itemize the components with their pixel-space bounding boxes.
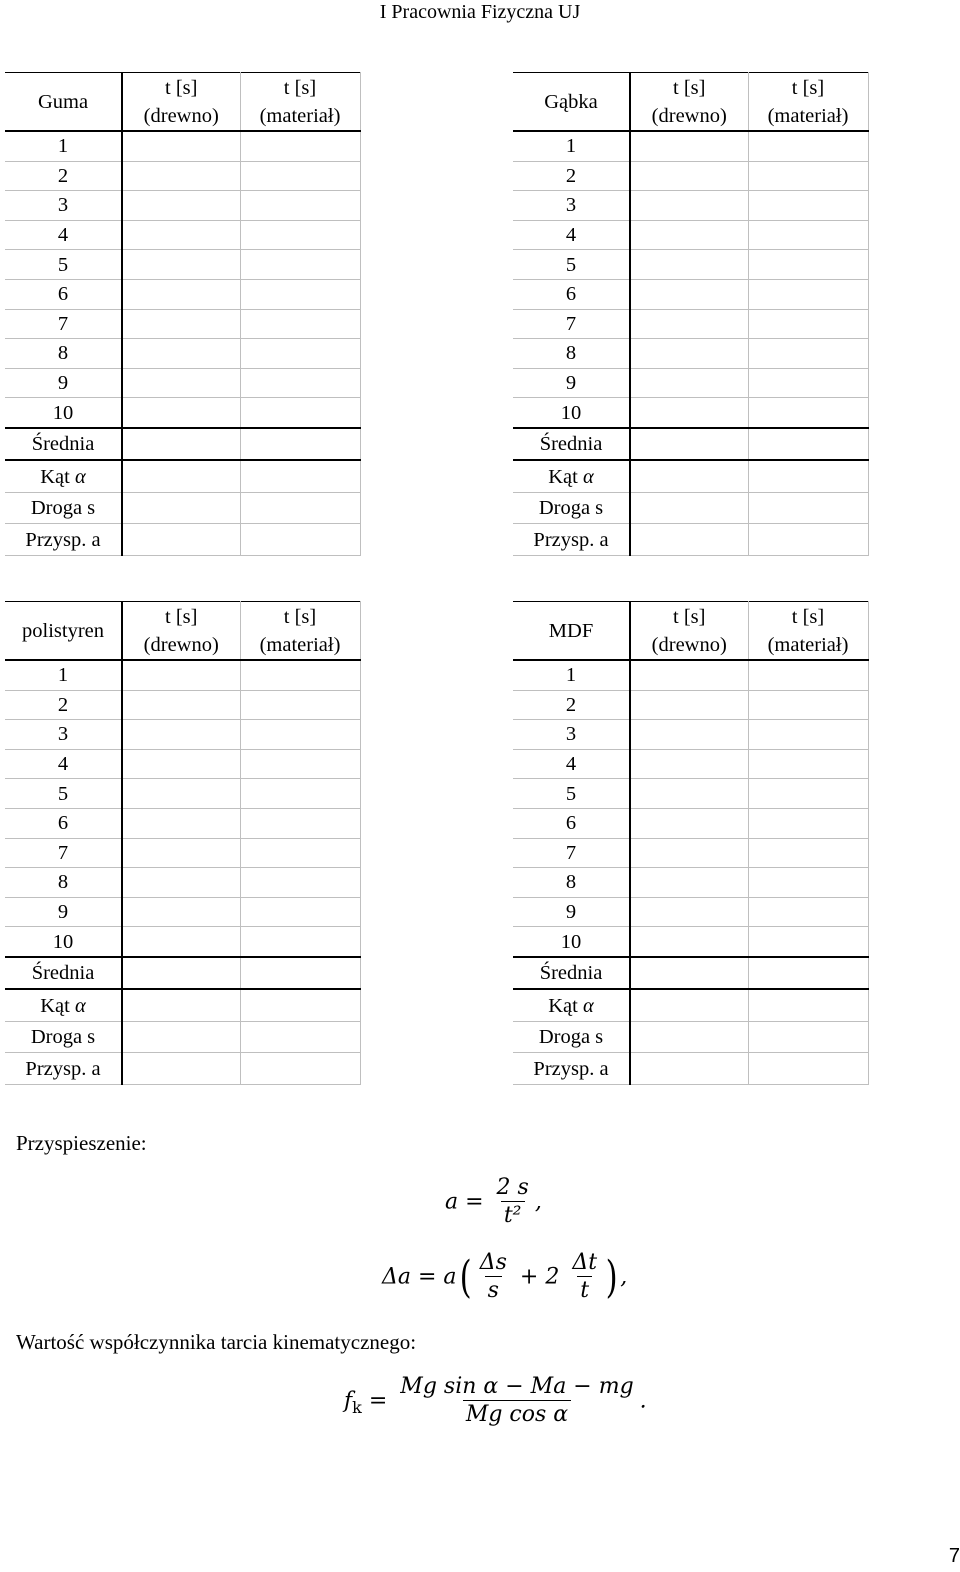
table-row (5, 220, 360, 250)
measurement-cell (748, 161, 868, 191)
measurement-cell (748, 868, 868, 898)
measurement-cell (630, 131, 748, 161)
measurement-cell (122, 1021, 240, 1053)
table-row (513, 398, 868, 428)
formula-da-lhs: Δa = a (382, 1264, 457, 1290)
table-row (5, 927, 360, 957)
formula-fk-denominator: Mg cos α (463, 1400, 571, 1429)
measurement-cell (240, 161, 360, 191)
row-label: 5 (5, 250, 122, 280)
table-row (513, 1053, 868, 1085)
table-row (5, 1053, 360, 1085)
measurement-cell (748, 989, 868, 1021)
measurement-cell (240, 989, 360, 1021)
measurement-cell (630, 1021, 748, 1053)
measurement-cell (748, 808, 868, 838)
formula-fk-numerator: Mg sin α − Ma − mg (400, 1374, 634, 1399)
table-row (5, 191, 360, 221)
measurement-cell (122, 309, 240, 339)
measurement-cell (748, 339, 868, 369)
measurement-cell (122, 131, 240, 161)
measurement-cell (630, 428, 748, 461)
measurement-cell (630, 957, 748, 990)
row-label: 9 (5, 897, 122, 927)
measurement-cell (630, 398, 748, 428)
table-row (5, 989, 360, 1021)
measurement-cell (122, 492, 240, 524)
measurement-cell (630, 989, 748, 1021)
measurement-cell (630, 838, 748, 868)
row-label: 7 (513, 309, 630, 339)
row-label: 2 (513, 690, 630, 720)
measurement-cell (240, 398, 360, 428)
formula-fk-sub: k (352, 1397, 362, 1417)
table-row (513, 161, 868, 191)
row-label-avg: Średnia (5, 428, 122, 461)
measurement-cell (748, 1053, 868, 1085)
angle-label: Kąt (548, 465, 583, 488)
table-row (5, 868, 360, 898)
measurement-cell (240, 339, 360, 369)
table-column-header (630, 602, 748, 661)
row-label: 7 (5, 838, 122, 868)
table-row (513, 428, 868, 461)
measurement-cell (122, 398, 240, 428)
row-label: 1 (5, 131, 122, 161)
table-row (513, 250, 868, 280)
measurement-table (5, 72, 361, 556)
measurement-cell (630, 161, 748, 191)
row-label: 6 (513, 808, 630, 838)
row-label-accel: Przysp. a (513, 524, 630, 556)
row-label: 10 (5, 927, 122, 957)
measurement-table (5, 601, 361, 1085)
row-label-angle (5, 989, 122, 1021)
row-label-angle (513, 460, 630, 492)
table-material-header: Gąbka (513, 73, 630, 132)
measurement-cell (748, 460, 868, 492)
column-header-surface: (drewno) (651, 633, 727, 656)
measurement-cell (748, 779, 868, 809)
table-column-header (240, 602, 360, 661)
measurement-cell (630, 720, 748, 750)
alpha-symbol: α (582, 994, 594, 1017)
table-row (513, 957, 868, 990)
measurement-cell (748, 1021, 868, 1053)
table-row (5, 309, 360, 339)
measurement-cell (748, 897, 868, 927)
table-row (5, 749, 360, 779)
measurement-cell (122, 250, 240, 280)
measurement-cell (240, 720, 360, 750)
angle-label: Kąt (40, 994, 75, 1017)
table-column-header (240, 73, 360, 132)
table-row (513, 749, 868, 779)
measurement-cell (240, 1021, 360, 1053)
measurement-cell (240, 690, 360, 720)
row-label: 9 (5, 368, 122, 398)
measurement-cell (748, 927, 868, 957)
formula-friction (344, 1374, 647, 1429)
row-label: 8 (513, 339, 630, 369)
measurement-cell (748, 250, 868, 280)
table-row (5, 398, 360, 428)
table-row (513, 720, 868, 750)
formula-da-frac1-num: Δs (479, 1250, 507, 1275)
table-row (513, 838, 868, 868)
measurement-cell (122, 749, 240, 779)
formula-delta-a: Δa = a( $\frac{\Delta s}{s}$ + 2 $\frac{\Delta t}{t}$ ) , (382, 1250, 628, 1303)
row-label: 2 (5, 161, 122, 191)
measurement-cell (122, 460, 240, 492)
alpha-symbol: α (74, 994, 86, 1017)
measurement-cell (748, 309, 868, 339)
measurement-cell (748, 690, 868, 720)
row-label: 10 (513, 398, 630, 428)
alpha-symbol: α (74, 465, 86, 488)
measurement-cell (122, 957, 240, 990)
measurement-cell (630, 460, 748, 492)
table-material-header: MDF (513, 602, 630, 661)
measurement-cell (748, 838, 868, 868)
formula-fk-end: . (639, 1388, 647, 1414)
row-label-accel: Przysp. a (5, 524, 122, 556)
measurement-cell (122, 897, 240, 927)
measurement-cell (748, 398, 868, 428)
measurement-cell (748, 191, 868, 221)
page-header: I Pracownia Fizyczna UJ (379, 1, 581, 23)
table-row (5, 957, 360, 990)
column-header-surface: (drewno) (651, 104, 727, 127)
table-row (5, 131, 360, 161)
column-header-unit: t [s] (673, 605, 706, 628)
formula-da-frac2-num: Δt (572, 1250, 598, 1275)
table-row (513, 131, 868, 161)
row-label: 8 (513, 868, 630, 898)
formula-acceleration (445, 1175, 542, 1230)
table-row (5, 690, 360, 720)
row-label: 10 (5, 398, 122, 428)
row-label-accel: Przysp. a (5, 1053, 122, 1085)
measurement-cell (748, 220, 868, 250)
row-label: 4 (513, 220, 630, 250)
row-label-distance: Droga s (513, 1021, 630, 1053)
table-column-header (630, 73, 748, 132)
table-row (513, 927, 868, 957)
table-row (513, 339, 868, 369)
measurement-cell (122, 428, 240, 461)
measurement-cell (630, 808, 748, 838)
measurement-cell (240, 808, 360, 838)
column-header-unit: t [s] (791, 605, 825, 628)
measurement-table (513, 601, 869, 1085)
measurement-cell (240, 368, 360, 398)
row-label: 9 (513, 897, 630, 927)
column-header-surface: (drewno) (143, 104, 219, 127)
table-column-header (122, 73, 240, 132)
measurement-cell (122, 279, 240, 309)
table-row (5, 279, 360, 309)
table-row (5, 460, 360, 492)
row-label: 6 (5, 808, 122, 838)
table-row (513, 690, 868, 720)
row-label-accel: Przysp. a (513, 1053, 630, 1085)
measurement-cell (630, 250, 748, 280)
measurement-cell (630, 339, 748, 369)
measurement-cell (748, 720, 868, 750)
row-label: 10 (513, 927, 630, 957)
table-row (5, 492, 360, 524)
table-row (513, 808, 868, 838)
table-column-header (748, 73, 868, 132)
table-row (5, 779, 360, 809)
row-label-avg: Średnia (513, 428, 630, 461)
column-header-surface: (drewno) (143, 633, 219, 656)
table-row (513, 524, 868, 556)
row-label: 5 (513, 779, 630, 809)
acceleration-heading: Przyspieszenie: (16, 1131, 147, 1155)
table-row (513, 460, 868, 492)
formula-a-end: , (534, 1189, 542, 1215)
row-label: 4 (5, 220, 122, 250)
row-label: 1 (513, 131, 630, 161)
formula-da-frac1-den: s (485, 1276, 502, 1305)
row-label: 1 (513, 660, 630, 690)
row-label: 7 (5, 309, 122, 339)
measurement-cell (240, 660, 360, 690)
measurement-cell (122, 191, 240, 221)
measurement-cell (122, 690, 240, 720)
measurement-cell (240, 220, 360, 250)
formula-fk-f: f (344, 1388, 353, 1414)
measurement-cell (122, 868, 240, 898)
measurement-cell (748, 492, 868, 524)
formula-a-denominator: t² (501, 1201, 525, 1230)
measurement-cell (240, 191, 360, 221)
measurement-cell (240, 838, 360, 868)
measurement-cell (630, 927, 748, 957)
column-header-unit: t [s] (283, 76, 317, 99)
table-row (5, 428, 360, 461)
measurement-cell (122, 660, 240, 690)
table-row (513, 897, 868, 927)
row-label: 3 (513, 191, 630, 221)
measurement-cell (240, 1053, 360, 1085)
table-row (513, 660, 868, 690)
table-row (513, 779, 868, 809)
table-row (5, 897, 360, 927)
measurement-cell (240, 250, 360, 280)
table-row (5, 524, 360, 556)
measurement-cell (122, 808, 240, 838)
table-row (513, 220, 868, 250)
column-header-unit: t [s] (673, 76, 706, 99)
measurement-cell (122, 339, 240, 369)
row-label-avg: Średnia (5, 957, 122, 990)
measurement-cell (240, 868, 360, 898)
row-label: 8 (5, 339, 122, 369)
table-row (5, 720, 360, 750)
table-row (5, 250, 360, 280)
row-label: 5 (5, 779, 122, 809)
measurement-cell (240, 131, 360, 161)
measurement-cell (630, 897, 748, 927)
angle-label: Kąt (40, 465, 75, 488)
measurement-cell (748, 368, 868, 398)
measurement-cell (122, 524, 240, 556)
measurement-cell (122, 838, 240, 868)
row-label-distance: Droga s (5, 492, 122, 524)
column-header-unit: t [s] (165, 605, 198, 628)
measurement-cell (630, 220, 748, 250)
row-label: 1 (5, 660, 122, 690)
table-row (513, 309, 868, 339)
measurement-cell (630, 309, 748, 339)
row-label-angle (513, 989, 630, 1021)
column-header-unit: t [s] (283, 605, 317, 628)
measurement-cell (240, 749, 360, 779)
measurement-cell (630, 191, 748, 221)
table-row (513, 191, 868, 221)
measurement-cell (630, 690, 748, 720)
row-label: 6 (513, 279, 630, 309)
page-number: 7 (948, 1545, 960, 1567)
row-label: 4 (5, 749, 122, 779)
row-label: 4 (513, 749, 630, 779)
measurement-cell (630, 524, 748, 556)
measurement-cell (122, 927, 240, 957)
column-header-surface: (materiał) (259, 633, 341, 656)
row-label: 2 (513, 161, 630, 191)
formula-a-numerator: 2 s (496, 1175, 529, 1200)
measurement-cell (748, 428, 868, 461)
table-row (513, 492, 868, 524)
measurement-cell (748, 957, 868, 990)
measurement-cell (240, 927, 360, 957)
friction-heading: Wartość współczynnika tarcia kinematycznego: (16, 1330, 417, 1354)
measurement-cell (122, 720, 240, 750)
measurement-cell (630, 868, 748, 898)
table-material-header: polistyren (5, 602, 122, 661)
table-column-header (122, 602, 240, 661)
table-row (5, 838, 360, 868)
measurement-cell (122, 1053, 240, 1085)
table-row (513, 279, 868, 309)
table-row (5, 1021, 360, 1053)
formula-fk-eq: = (368, 1388, 388, 1414)
row-label: 7 (513, 838, 630, 868)
row-label: 5 (513, 250, 630, 280)
measurement-cell (240, 460, 360, 492)
row-label: 3 (5, 720, 122, 750)
row-label: 3 (513, 720, 630, 750)
measurement-cell (240, 492, 360, 524)
measurement-cell (122, 989, 240, 1021)
measurement-cell (630, 368, 748, 398)
table-row (5, 808, 360, 838)
column-header-surface: (materiał) (767, 633, 849, 656)
measurement-cell (122, 161, 240, 191)
table-row (513, 1021, 868, 1053)
row-label: 3 (5, 191, 122, 221)
formula-da-plus: + 2 (519, 1264, 560, 1290)
measurement-cell (240, 279, 360, 309)
measurement-cell (630, 1053, 748, 1085)
measurement-cell (748, 131, 868, 161)
measurement-cell (748, 524, 868, 556)
measurement-cell (630, 749, 748, 779)
table-row (5, 339, 360, 369)
formula-a-lhs: a = (445, 1189, 484, 1215)
table-material-header: Guma (5, 73, 122, 132)
column-header-unit: t [s] (791, 76, 825, 99)
row-label: 8 (5, 868, 122, 898)
row-label-avg: Średnia (513, 957, 630, 990)
column-header-unit: t [s] (165, 76, 198, 99)
table-row (513, 368, 868, 398)
measurement-cell (748, 749, 868, 779)
measurement-cell (240, 524, 360, 556)
row-label-angle (5, 460, 122, 492)
measurement-cell (240, 897, 360, 927)
measurement-cell (240, 428, 360, 461)
table-column-header (748, 602, 868, 661)
measurement-cell (122, 779, 240, 809)
measurement-cell (630, 660, 748, 690)
measurement-cell (748, 279, 868, 309)
row-label: 2 (5, 690, 122, 720)
row-label: 6 (5, 279, 122, 309)
measurement-cell (748, 660, 868, 690)
measurement-cell (122, 368, 240, 398)
column-header-surface: (materiał) (259, 104, 341, 127)
row-label-distance: Droga s (513, 492, 630, 524)
row-label-distance: Droga s (5, 1021, 122, 1053)
table-row (513, 989, 868, 1021)
table-row (513, 868, 868, 898)
measurement-cell (630, 492, 748, 524)
alpha-symbol: α (582, 465, 594, 488)
measurement-cell (240, 309, 360, 339)
table-row (5, 368, 360, 398)
measurement-cell (630, 779, 748, 809)
angle-label: Kąt (548, 994, 583, 1017)
measurement-cell (122, 220, 240, 250)
formula-da-frac2-den: t (577, 1276, 592, 1305)
measurement-cell (630, 279, 748, 309)
row-label: 9 (513, 368, 630, 398)
column-header-surface: (materiał) (767, 104, 849, 127)
measurement-cell (240, 779, 360, 809)
measurement-cell (240, 957, 360, 990)
table-row (5, 161, 360, 191)
formula-da-end: , (620, 1264, 628, 1290)
measurement-table (513, 72, 869, 556)
table-row (5, 660, 360, 690)
